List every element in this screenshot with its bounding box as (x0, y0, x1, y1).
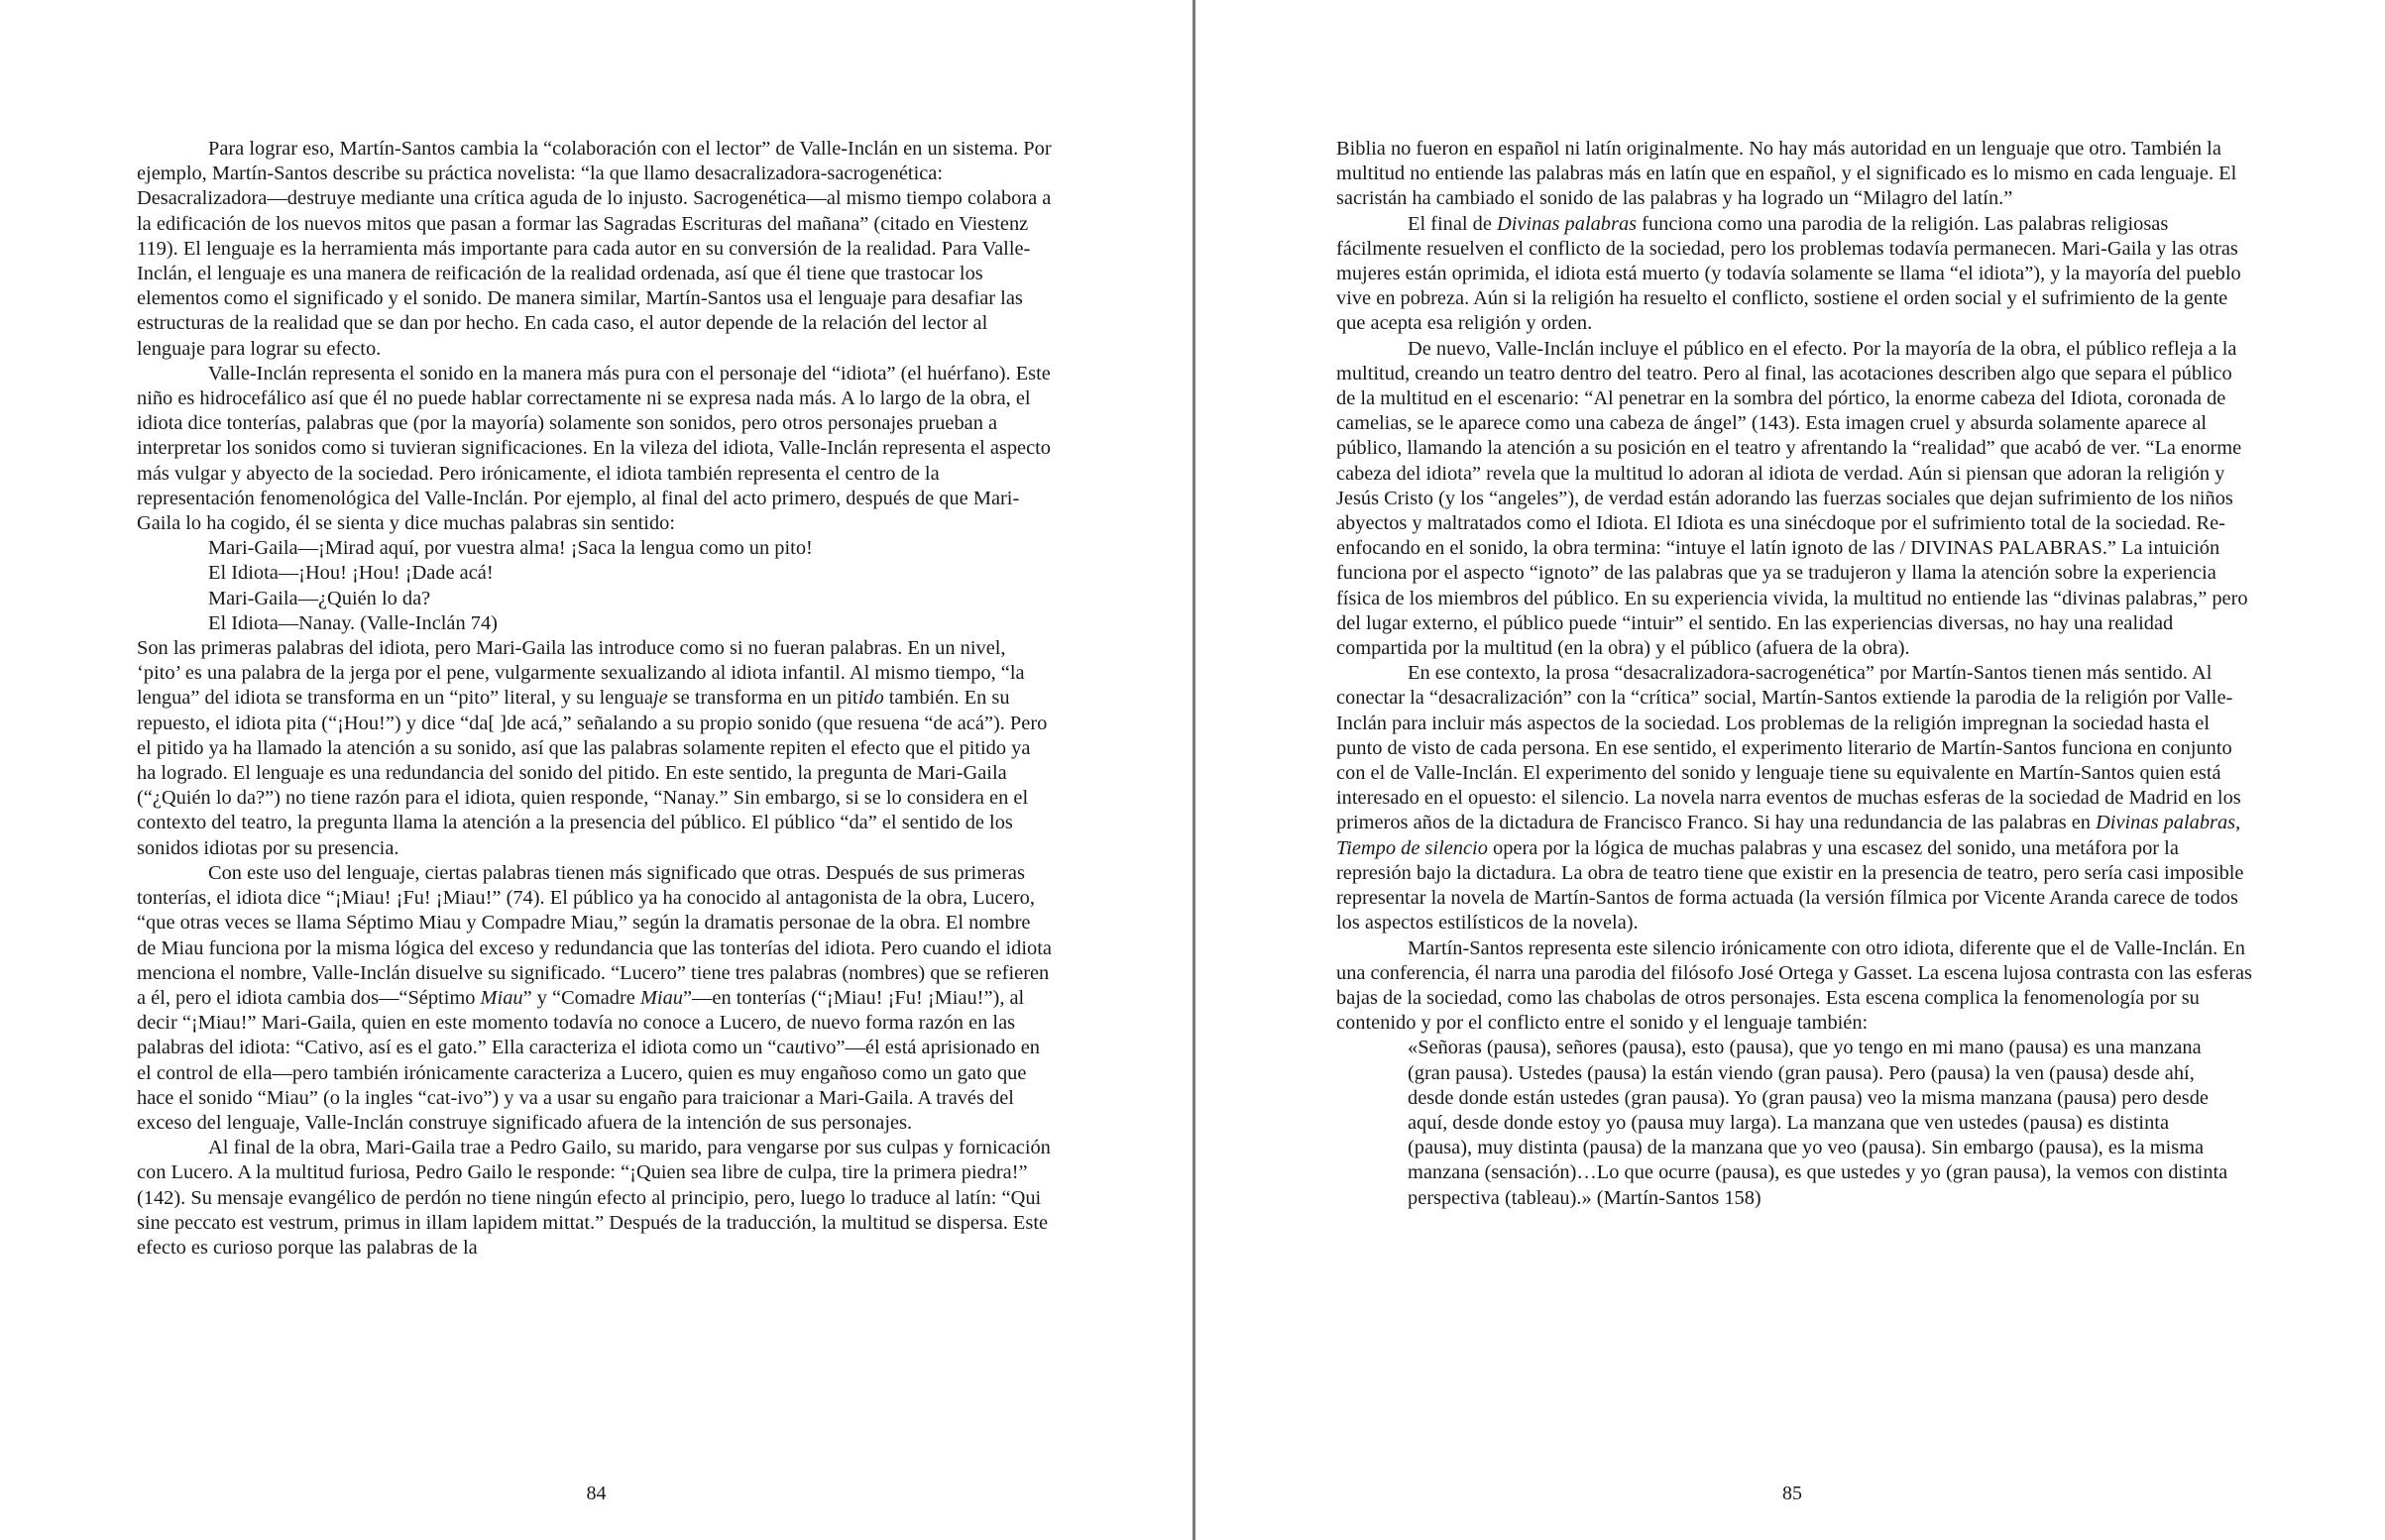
paragraph: Valle-Inclán representa el sonido en la manera más pura con el personaje del “idiota” (el huérfano). Este niño es hidrocefálico así que él no puede hablar correctamente ni se expresa nada más. A lo largo de la obra, el idiota dice tonterías, palabras que (por la mayoría) solamente son sonidos, pero otros personajes prueban a interpretar los sonidos como si tuvieran significaciones. En la vileza del idiota, Valle-Inclán representa el aspecto más vulgar y abyecto de la sociedad. Pero irónicamente, el idiota también representa el centro de la representación fenomenológica del Valle-Inclán. Por ejemplo, al final del acto primero, después de que Mari-Gaila lo ha cogido, él se sienta y dice muchas palabras sin sentido: (137, 362, 1051, 535)
paragraph: De nuevo, Valle-Inclán incluye el público en el efecto. Por la mayoría de la obra, el público refleja a la multitud, creando un teatro dentro del teatro. Pero al final, las acotaciones describen algo que separa el público de la multitud en el escenario: “Al penetrar en la sombra del pórtico, la enorme cabeza del Idiota, coronada de camelias, se le aparece como una cabeza de ángel” (143). Esta imagen cruel y absurda solamente aparece al público, llamando la atención a su posición en el teatro y afrentando la “realidad” que acabó de ver. “La enorme cabeza del idiota” revela que la multitud lo adoran al idiota de verdad. Aún si piensan que adoran la religión y Jesús Cristo (y los “angeles”), de verdad están adorando las fuerzas sociales que dejan sufrimiento de los niños abyectos y maltratados como el Idiota. El Idiota es una sinécdoque por el sufrimiento total de la sociedad. Re-enfocando en el sonido, la obra termina: “intuye el latín ignoto de las / DIVINAS PALABRAS.” La intuición funciona por el aspecto “ignoto” de las palabras que ya se tradujeron y llama la atención sobre la experiencia física de los miembros del público. En su experiencia vivida, la multitud no entiende las “divinas palabras,” pero del lugar externo, el público puede “intuir” el sentido. En las experiencias diversas, no hay una realidad compartida por la multitud (en la obra) y el público (afuera de la obra). (1336, 337, 2248, 660)
page-number: 85 (1782, 1483, 1802, 1504)
paragraph: Para lograr eso, Martín-Santos cambia la “colaboración con el lector” de Valle-Inclán en un sistema. Por ejemplo, Martín-Santos describe su práctica novelista: “la que llamo desacralizadora-sacrogenética: Desacralizadora—destruye mediante una crítica aguda de lo injusto. Sacrogenética—al mismo tiempo colabora a la edificación de los nuevos mitos que pasan a formar las Sagradas Escrituras del mañana” (citado en Viestenz 119). El lenguaje es la herramienta más importante para cada autor en su conversión de la realidad. Para Valle-Inclán, el lenguaje es una manera de reificación de la realidad ordenada, así que él tiene que trastocar los elementos como el significado y el sonido. De manera similar, Martín-Santos usa el lenguaje para desafiar las estructuras de la realidad que se dan por hecho. En cada caso, el autor depende de la relación del lector al lenguaje para lograr su efecto. (137, 138, 1052, 360)
left-page (0, 0, 1192, 1540)
paragraph: Son las primeras palabras del idiota, pero Mari-Gaila las introduce como si no fueran palabras. En un nivel, ‘pito’ es una palabra de la jerga por el pene, vulgarmente sexualizando al idiota infantil. Al mismo tiempo, “la lengua” del idiota se transforma en un “pito” literal, y su lenguaje se transforma en un pitido también. En su repuesto, el idiota pita (“¡Hou!”) y dice “da[ ]de acá,” señalando a su propio sonido (que resuena “de acá”). Pero el pitido ya ha llamado la atención a su sonido, así que las palabras solamente repiten el efecto que el pitido ya ha logrado. El lenguaje es una redundancia del sonido del pitido. En este sentido, la pregunta de Mari-Gaila (“¿Quién lo da?”) no tiene razón para el idiota, quien responde, “Nanay.” Sin embargo, si se lo considera en el contexto del teatro, la pregunta llama la atención a la presencia del público. El público “da” el sentido de los sonidos idiotas por su presencia. (137, 637, 1048, 859)
dialogue-line: El Idiota—Nanay. (Valle-Inclán 74) (208, 611, 498, 634)
paragraph: Martín-Santos representa este silencio irónicamente con otro idiota, diferente que el de Valle-Inclán. En una conferencia, él narra una parodia del filósofo José Ortega y Gasset. La escena lujosa contrasta con las esferas bajas de la sociedad, como las chabolas de otros personajes. Esta escena complica la fenomenología por su contenido y por el conflicto entre el sonido y el lenguaje también: (1336, 936, 2252, 1035)
paragraph: El final de Divinas palabras funciona como una parodia de la religión. Las palabras religiosas fácilmente resuelven el conflicto de la sociedad, pero los problemas todavía permanecen. Mari-Gaila y las otras mujeres están oprimida, el idiota está muerto (y todavía solamente se llama “el idiota”), y la mayoría del pueblo vive en pobreza. Aún si la religión ha resuelto el conflicto, sostiene el orden social y el sufrimiento de la gente que acepta esa religión y orden. (1336, 212, 2241, 335)
paragraph: Biblia no fueron en español ni latín originalmente. No hay más autoridad en un lenguaje que otro. También la multitud no entiende las palabras más en latín que en español, y el significado es lo mismo en cada lenguaje. El sacristán ha cambiado el sonido de las palabras y ha logrado un “Milagro del latín.” (1336, 138, 2237, 210)
block-quote: «Señoras (pausa), señores (pausa), esto (pausa), que yo tengo en mi mano (pausa) es una manzana (gran pausa). Ustedes (pausa) la están viendo (gran pausa). Pero (pausa) la ven (pausa) desde ahí, desde donde están ustedes (gran pausa). Yo (gran pausa) veo la misma manzana (pausa) pero desde aquí, desde donde estoy yo (pausa muy larga). La manzana que ven ustedes (pausa) es distinta (pausa), muy distinta (pausa) de la manzana que yo veo (pausa). Sin embargo (pausa), es la misma manzana (sensación)…Lo que ocurre (pausa), es que ustedes y yo (gran pausa), la vemos con distinta perspectiva (tableau).» (Martín-Santos 158) (1408, 1037, 2228, 1209)
dialogue-line: El Idiota—¡Hou! ¡Hou! ¡Dade acá! (208, 562, 494, 585)
dialogue-line: Mari-Gaila—¿Quién lo da? (208, 587, 431, 609)
page-divider (1192, 0, 1195, 1540)
left-page-body (137, 137, 1053, 1261)
dialogue-line: Mari-Gaila—¡Mirad aquí, por vuestra alma! ¡Saca la lengua como un pito! (208, 537, 813, 560)
page-number: 84 (586, 1483, 607, 1504)
paragraph: Al final de la obra, Mari-Gaila trae a Pedro Gailo, su marido, para vengarse por sus culpas y fornicación con Lucero. A la multitud furiosa, Pedro Gailo le responde: “¡Quien sea libre de culpa, tire la primera piedra!” (142). Su mensaje evangélico de perdón no tiene ningún efecto al principio, pero, luego lo traduce al latín: “Qui sine peccato est vestrum, primus in illam lapidem mittat.” Después de la traducción, la multitud se dispersa. Este efecto es curioso porque las palabras de la (137, 1137, 1051, 1259)
paragraph: Con este uso del lenguaje, ciertas palabras tienen más significado que otras. Después de sus primeras tonterías, el idiota dice “¡Miau! ¡Fu! ¡Miau!” (74). El público ya ha conocido al antagonista de la obra, Lucero, “que otras veces se llama Séptimo Miau y Compadre Miau,” según la dramatis personae de la obra. El nombre de Miau funciona por la misma lógica del exceso y redundancia que las tonterías del idiota. Pero cuando el idiota menciona el nombre, Valle-Inclán disuelve su significado. “Lucero” tiene tres palabras (nombres) que se refieren a él, pero el idiota cambia dos—“Séptimo Miau” y “Comadre Miau”—en tonterías (“¡Miau! ¡Fu! ¡Miau!”), al decir “¡Miau!” Mari-Gaila, quien en este momento todavía no conoce a Lucero, de nuevo forma razón en las palabras del idiota: “Cativo, así es el gato.” Ella caracteriza el idiota como un “cautivo”—él está aprisionado en el control de ella—pero también irónicamente caracteriza a Lucero, quien es muy engañoso como un gato que hace el sonido “Miau” (o la ingles “cat-ivo”) y va a usar su engaño para traicionar a Mari-Gaila. A través del exceso del lenguaje, Valle-Inclán construye significado afuera de la intención de sus personajes. (137, 861, 1052, 1134)
right-page (1199, 0, 2385, 1540)
right-page-body (1336, 137, 2252, 1211)
paragraph: En ese contexto, la prosa “desacralizadora-sacrogenética” por Martín-Santos tienen más sentido. Al conectar la “desacralización” con la “crítica” social, Martín-Santos extiende la parodia de la religión por Valle-Inclán para incluir más aspectos de la sociedad. Los problemas de la religión impregnan la sociedad hasta el punto de visto de cada persona. En ese sentido, el experimento literario de Martín-Santos funciona en conjunto con el de Valle-Inclán. El experimento del sonido y lenguaje tiene su equivalente en Martín-Santos quien está interesado en el opuesto: el silencio. La novela narra eventos de muchas esferas de la sociedad de Madrid en los primeros años de la dictadura de Francisco Franco. Si hay una redundancia de las palabras en Divinas palabras, Tiempo de silencio opera por la lógica de muchas palabras y una escasez del sonido, una metáfora por la represión bajo la dictadura. La obra de teatro tiene que existir en la presencia de teatro, pero sería casi imposible representar la novela de Martín-Santos de forma actuada (la versión fílmica por Vicente Aranda carece de todos los aspectos estilísticos de la novela). (1336, 662, 2244, 935)
